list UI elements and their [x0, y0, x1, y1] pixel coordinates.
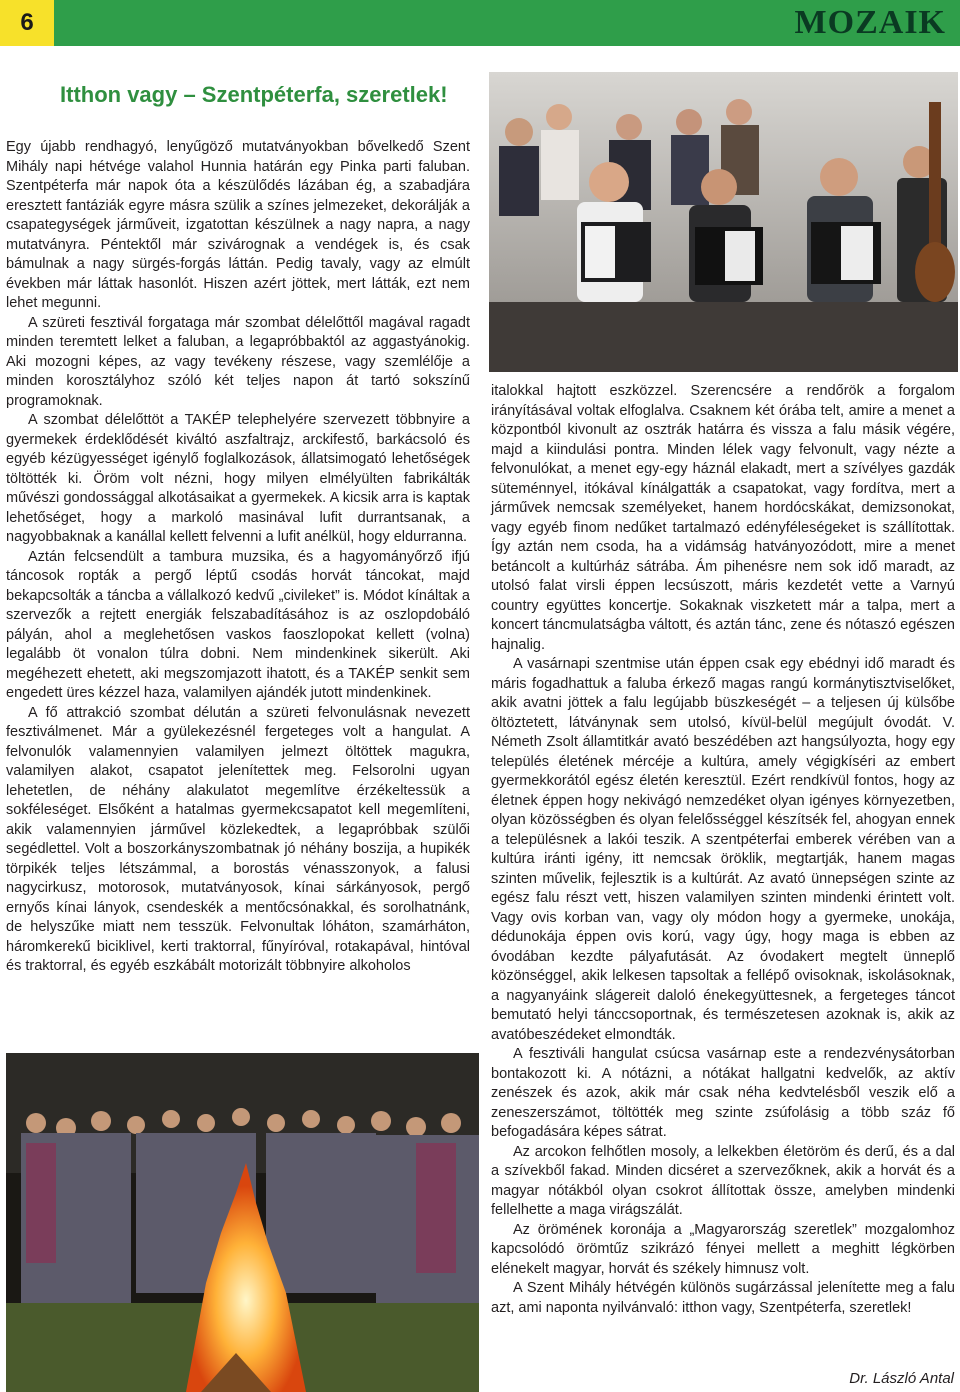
bonfire-photo-icon — [6, 1053, 479, 1392]
paragraph: A Szent Mihály hétvégén különös sugárzással jelenítette meg a falu azt, ami naponta nyilvánvaló: itthon vagy, Szentpéterfa, szeretlek! — [491, 1280, 955, 1316]
author-signature: Dr. László Antal — [849, 1370, 954, 1387]
article-title: Itthon vagy – Szentpéterfa, szeretlek! — [60, 82, 448, 107]
right-column — [491, 382, 955, 1318]
paragraph: A fő attrakció szombat délután a szüreti felvonulásnak nevezett fesztiválmenet. Már a gyülekezésnél fergeteges volt a hangulat. A felvonulók valamennyien valamilyen jelmezt öltöttek magukra, valamilyen alakot, csapatot jelenítettek meg. Felsorolni ugyan lehetetlen, de néhány alakulatot megemlítve érzékeltessük a sokféleséget. Elsőként a hatalmas gyermekcsapatot kell megemlíteni, akik valamennyien járművel közlekedtek, a legapróbbak szülői segédlettel. Volt a boszorkányszombatnak jó néhány boszija, a hupikék törpikék teljes létszámmal, a borostás vénasszonyok, a falusi nagycirkusz, motorosok, mutatványosok, kínai sárkányosok, pergő ernyős kínai lányok, csendeskék a mentőcsónakkal, és sorolhatnánk, de helyszűke miatt nem tesszük. Felvonultak lóháton, szamárháton, háromkerekű biciklivel, kerti traktorral, fűnyíróval, rotakapával, hintóval és traktorral, és egyéb eszkábált motorizált többnyire alkoholos — [6, 704, 470, 974]
page-number: 6 — [0, 0, 54, 46]
paragraph: italokkal hajtott eszközzel. Szerencsére a rendőrök a forgalom irányításával voltak elfoglalva. Csaknem két órába telt, amire a menet a központból kivonult az osztrák határra és vissza a falu másik végére, majd a kiindulási pontra. Minden lélek vagy felvonult, vagy nézte a felvonulókat, a menet egy-egy háznál elakadt, mert a szívélyes gazdák süteménnyel, itókával kínálgatták a csapatokat, vagy fordítva, mert a járművek nemcsak személyeket, hanem hordócskákat, demizsonokat, vagy egyéb finom nedűket tartalmazó edényféleségeket is szállítottak. Így aztán nem csoda, ha a vidámság hatványozódott, mire a menet betáncolt a kultúrház sátrába. Ám pihenésre nem sok idő maradt, az utolsó falat virsli éppen lecsúszott, máris kezdetét vette a Varnyú country együttes koncertje. Sokaknak viszketett már a talpa, mert a koncert táncmulatságba váltott, és aztán tánc, zene és nótaszó egészen hajnalig. — [491, 383, 955, 653]
paragraph: A szombat délelőttöt a TAKÉP telephelyére szervezett többnyire a gyermekek érdeklődését kiváltó aszfaltrajz, arckifestő, barkácsoló és egyéb kézügyességet igénylő foglalkozások, állatsimogató lehetőségek töltötték ki. Öröm volt nézni, hogy milyen elmélyülten fabrikálták művészi gondossággal alkotásaikat a gyermekek. A kicsik arra is kaptak lehetőséget, hogy a markoló masinával lufit durrantsanak, a nagyobbaknak a kanállal kellett felvenni a lufit anélkül, hogy eldurranna. — [6, 412, 470, 545]
paragraph: Az arcokon felhőtlen mosoly, a lelkekben életöröm és derű, és a dal a szívekből fakad. Minden dicséret a szervezőknek, akik a horvát és a magyar nótákból olyan csokrot állítottak össze, amelyben mindenki fellelhette a maga virágszálát. — [491, 1143, 955, 1218]
left-column — [6, 138, 470, 977]
paragraph: Az örömének koronája a „Magyarország szeretlek” mozgalomhoz kapcsolódó örömtűz szikrázó fényei mellett a meghitt légkörben elénekelt magyar, horvát és székely himnusz volt. — [491, 1221, 955, 1277]
section-title: MOZAIK — [794, 4, 946, 41]
musicians-photo-icon — [489, 72, 958, 372]
photo-bonfire — [6, 1053, 479, 1392]
photo-musicians — [489, 72, 958, 372]
paragraph: A szüreti fesztivál forgataga már szombat délelőttől magával ragadt minden teremtett lelket a faluban, a legapróbbaktól az aggastyánokig. Aki mozogni képes, az vagy tevékeny részese, vagy szemlélője a minden korosztályhoz szóló két teljes napon át tartó sokszínű programoknak. — [6, 314, 470, 409]
paragraph: A vasárnapi szentmise után éppen csak egy ebédnyi idő maradt és máris fogadhattuk a faluba érkező magas rangú kormánytisztviselőket, akik avatni jöttek a falu legújabb büszkeségét – a teljesen új külsőbe öltöztetett, látványnak sem utolsó, kívül-belül megújult óvodát. V. Németh Zsolt államtitkár avató beszédében azt hangsúlyozta, hogy egy település életének mércéje a kultúra, amely végigkíséri az embert gyermekkorától egész életén keresztül. Ezért rendkívül fontos, hogy az életnek éppen hogy nekivágó nemzedéket olyan igényes környezetben, olyan közösségben és olyan felelősséggel készítsék fel, ahogyan ennek a településnek a lakói teszik. A szentpéterfai emberek vérében van a kultúra iránti igény, itt nemcsak öröklik, megtartják, hanem magas szinten művelik, fejlesztik is a kultúrát. Az avató ünnepségen szinte az egész falu részt vett, hiszen valamilyen szinten mindenki érintett volt. Vagy ovis korban van, vagy oly módon hogy a gyermeke, unokája, dédunokája éppen ovis korú, vagy úgy, hogy maga is ebben az óvodában kezdte pályafutását. Az óvodakert megtelt ünneplő közönséggel, akik lelkesen tapsoltak a fellépő ovisoknak, iskolásoknak, a nagyanyáink slágereit daloló énekegyüttesnek, a fergeteges táncot bemutató helyi tánccsoportnak, és természetesen azoknak is, akik az avatóbeszédeket elmondták. — [491, 656, 955, 1043]
paragraph: Egy újabb rendhagyó, lenyűgöző mutatványokban bővelkedő Szent Mihály napi hétvége valahol Hunnia határán egy Pinka parti faluban. Szentpéterfa már napok óta a készülődés lázában ég, a szabadjára eresztett fantáziák egyre másra szülik a színes jelmezeket, dekorálják a csapategységek járműveit, izgatottan készülnek a nagy napra, a nagy mutatványra. Péntektől már szivárognak a vendégek is, és csak bámulnak a nagy sürgés-forgás láttán. Pedig tavaly, vagy az elmúlt években már láttak hasonlót. Hiszen azért jöttek, mert látták, ezt nem lehet megunni. — [6, 139, 470, 311]
paragraph: Aztán felcsendült a tambura muzsika, és a hagyományőrző ifjú táncosok ropták a pergő léptű csodás horvát táncokat, majd bekapcsolták a táncba a vállalkozó kedvű „civileket” is. Módot kínáltak a szervezők a rejtett energiák felszabadításához is az oszlopdobáló pályán, ahol a meglehetősen vaskos faoszlopokat kellett (volna) legalább öt vonalon túlra dobni. Nem mindenkinek sikerült. Aki megéhezett ehetett, aki megszomjazott ihatott, és a TAKÉP senkit sem engedett üres kézzel haza, valamilyen ajándék jutott mindenkinek. — [6, 548, 470, 701]
paragraph: A fesztiváli hangulat csúcsa vasárnap este a rendezvénysátorban bontakozott ki. A nótázni, a nótákat hallgatni kedvelők, az aktív zenészek és azok, akik már csak néha kedvtelésből veszik elő a zeneszerszámot, töltötték meg szinte zsúfolásig a több száz fő befogadására képes sátrat. — [491, 1046, 955, 1140]
